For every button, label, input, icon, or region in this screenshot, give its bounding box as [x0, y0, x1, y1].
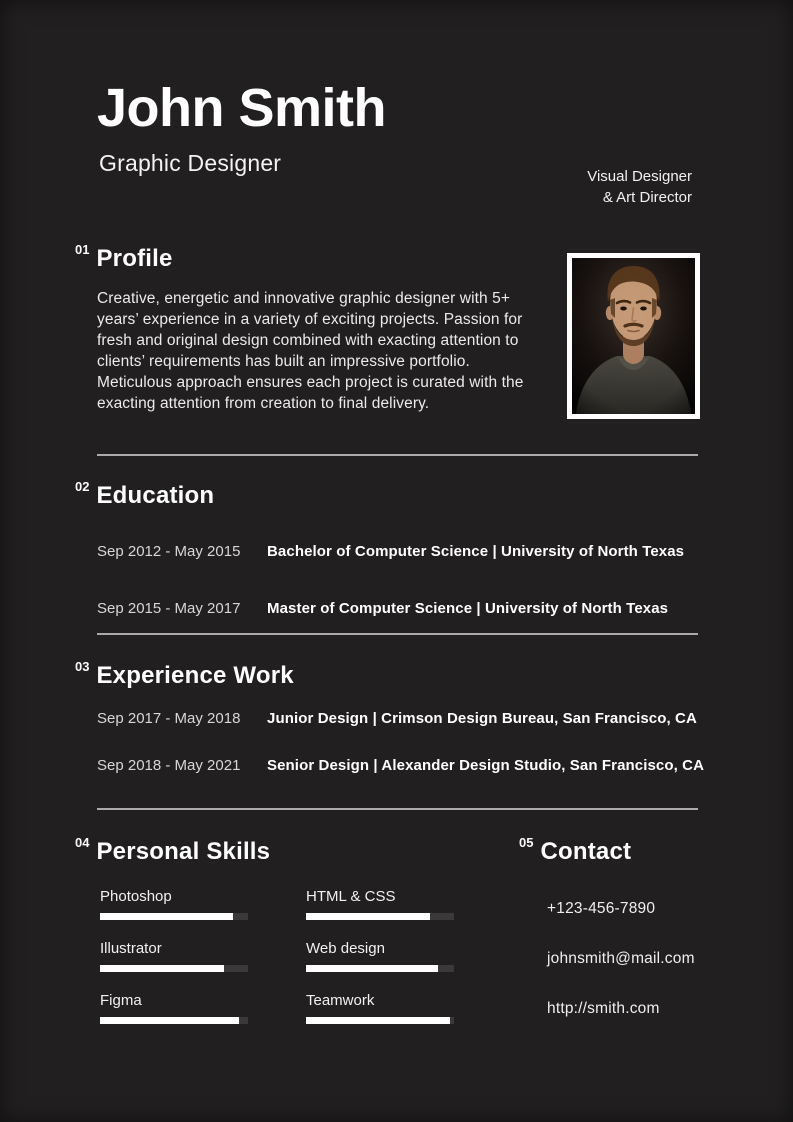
skills-grid: [100, 888, 454, 1024]
contact-email: johnsmith@mail.com: [547, 950, 695, 967]
experience-dates: Sep 2017 - May 2018: [97, 710, 241, 727]
profile-text: Creative, energetic and innovative graphic designer with 5+ years’ experience in a variety of exciting projects. Passion for fresh and original design combined with exacting attention to clients’ requirements has built an impressive portfolio. Meticulous approach ensures each project is curated with the exacting attention from creation to final delivery.: [97, 290, 524, 412]
profile-photo: [567, 253, 700, 419]
skill-bar-fill: [306, 965, 438, 972]
education-detail: Master of Computer Science | University of North Texas: [267, 600, 669, 617]
skill-bar-track: [306, 965, 454, 972]
education-row: [75, 600, 684, 618]
skill-bar-fill: [100, 1017, 239, 1024]
section-number: 03: [75, 659, 90, 674]
portrait-illustration: [572, 258, 695, 414]
skill-label: Illustrator: [100, 940, 162, 957]
divider-after-experience: [97, 808, 698, 810]
section-title: Profile: [96, 245, 173, 272]
section-contact-header: [519, 835, 695, 866]
skill-bar-track: [100, 1017, 248, 1024]
section-title: Education: [96, 482, 215, 509]
experience-dates: Sep 2018 - May 2021: [97, 757, 241, 774]
section-number: 05: [519, 835, 534, 850]
section-number: 04: [75, 835, 90, 850]
section-skills: [75, 835, 454, 1024]
experience-detail: Senior Design | Alexander Design Studio, San Francisco, CA: [267, 757, 705, 774]
education-dates: Sep 2015 - May 2017: [97, 600, 241, 617]
skill-item: [306, 940, 454, 972]
skill-bar-track: [100, 965, 248, 972]
person-name: John Smith: [97, 78, 386, 138]
skill-item: [306, 992, 454, 1024]
contact-items: [519, 900, 695, 1018]
skill-label: Teamwork: [306, 992, 375, 1009]
experience-row: [75, 710, 704, 728]
skill-item: [100, 992, 248, 1024]
skill-bar-fill: [306, 1017, 450, 1024]
section-skills-header: [75, 835, 454, 866]
section-number: 01: [75, 242, 90, 257]
tagline-line-2: & Art Director: [602, 188, 692, 206]
skill-label: Web design: [306, 940, 385, 957]
section-profile-header: [75, 242, 539, 273]
section-title: Personal Skills: [96, 838, 271, 865]
contact-phone: +123-456-7890: [547, 900, 656, 917]
section-title: Contact: [540, 838, 632, 865]
skill-item: [100, 940, 248, 972]
section-contact: [519, 835, 695, 1050]
skill-bar-track: [100, 913, 248, 920]
skill-bar-fill: [100, 965, 224, 972]
skill-bar-track: [306, 1017, 454, 1024]
skill-item: [100, 888, 248, 920]
contact-website: http://smith.com: [547, 1000, 660, 1017]
tagline-line-1: Visual Designer: [587, 168, 692, 185]
skill-bar-fill: [306, 913, 430, 920]
section-education: [75, 479, 685, 618]
skill-item: [306, 888, 454, 920]
section-title: Experience Work: [96, 662, 294, 689]
person-role: Graphic Designer: [99, 150, 282, 176]
section-profile: [75, 242, 539, 414]
tagline: [587, 167, 692, 208]
section-experience-header: [75, 659, 704, 690]
education-row: [75, 543, 684, 561]
divider-after-profile: [97, 454, 698, 456]
skill-label: Photoshop: [100, 888, 172, 905]
experience-row: [75, 757, 704, 775]
section-experience: [75, 659, 705, 775]
education-dates: Sep 2012 - May 2015: [97, 543, 241, 560]
section-education-header: [75, 479, 684, 510]
skill-bar-track: [306, 913, 454, 920]
skill-label: HTML & CSS: [306, 888, 396, 905]
skill-bar-fill: [100, 913, 233, 920]
education-detail: Bachelor of Computer Science | University of North Texas: [267, 543, 685, 560]
divider-after-education: [97, 633, 698, 635]
section-number: 02: [75, 479, 90, 494]
skill-label: Figma: [100, 992, 142, 1009]
experience-detail: Junior Design | Crimson Design Bureau, San Francisco, CA: [267, 710, 697, 727]
